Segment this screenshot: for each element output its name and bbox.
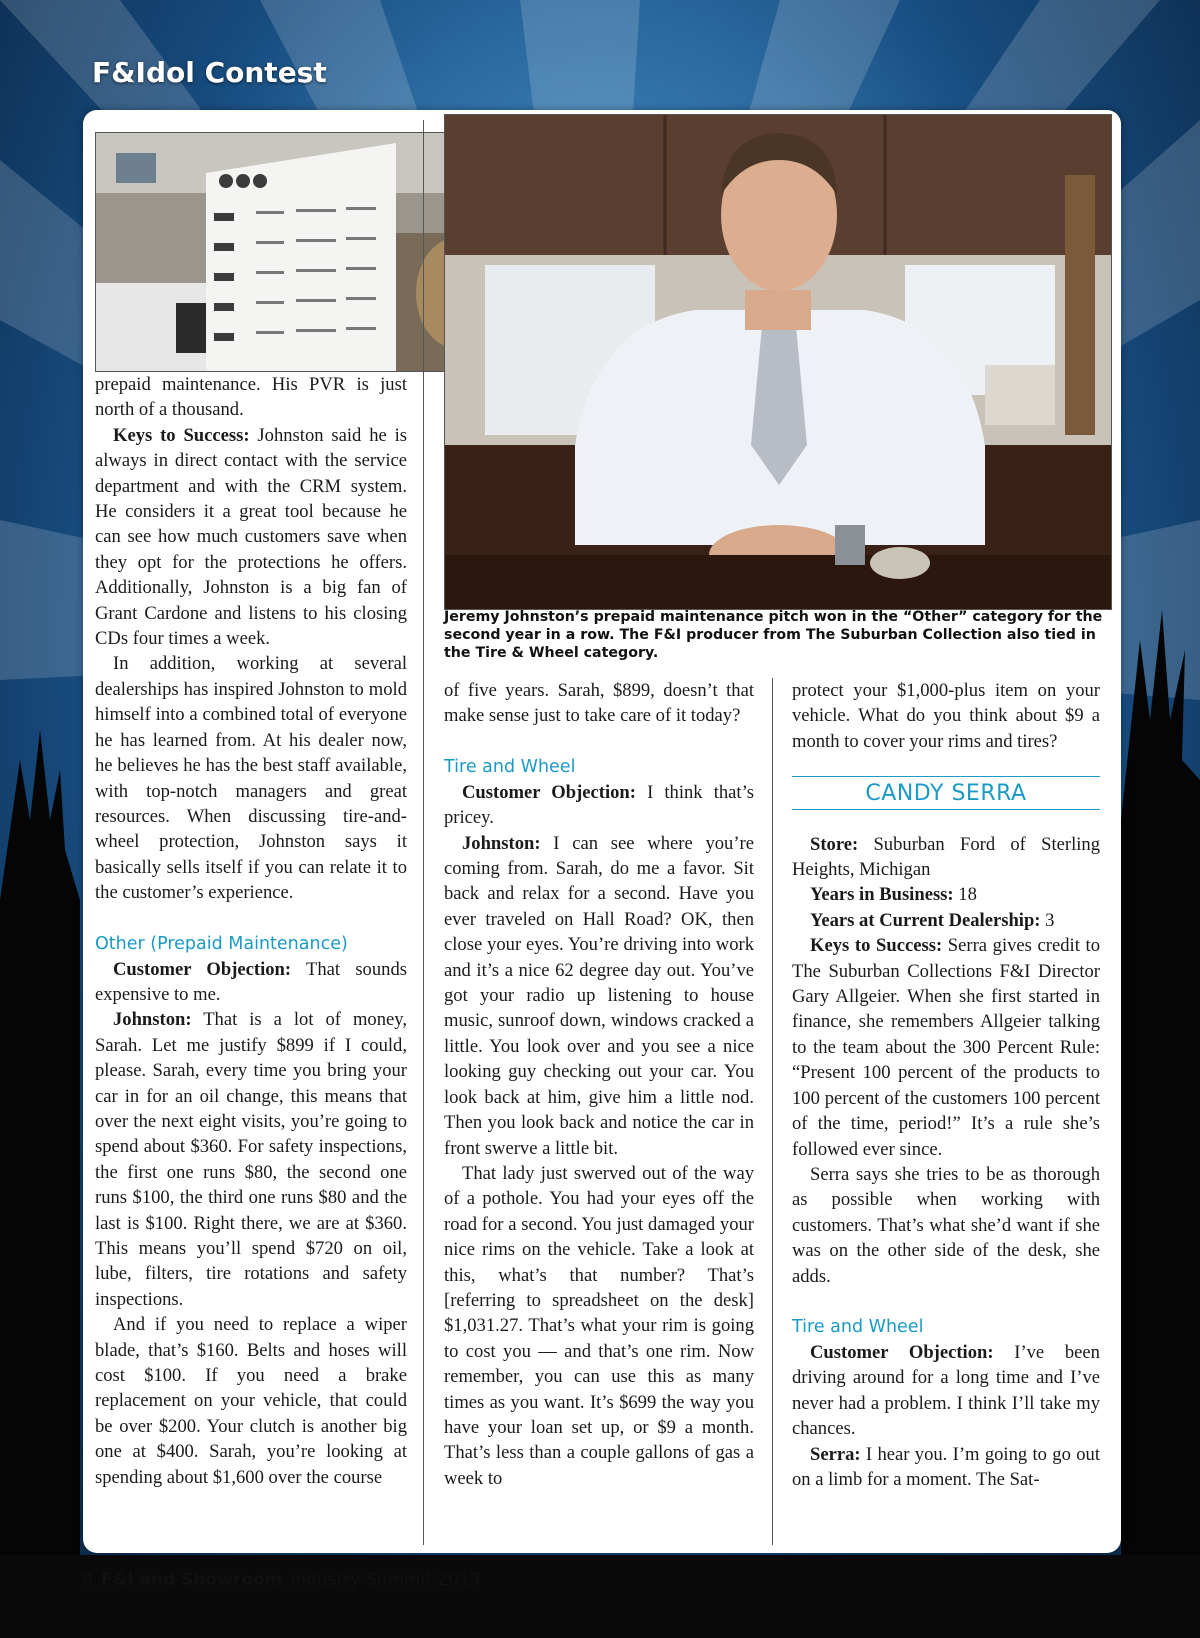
paragraph: In addition, working at several dealerships has inspired Johnston to mold himself into a combined total of everyone he has learned from. At his dealer now, he believes he has the best staff available, with top-notch managers and great resources. When discussing tire-and-wheel protection, Johnston says it basically sells itself if you can relate it to the customer’s experience. (95, 653, 407, 904)
column-divider (772, 678, 773, 1545)
run-in-label: Years in Business: (810, 884, 954, 906)
paragraph: Serra says she tries to be as thorough as possible when working with customers. That’s what she’d want if she was on the other side of the desk, she adds. (792, 1163, 1100, 1287)
run-in-label: Serra: (810, 1443, 861, 1465)
subhead: Tire and Wheel (444, 756, 576, 777)
spreadsheet-image-icon (96, 133, 492, 371)
paragraph-text: I think that’s pricey. (444, 781, 754, 829)
run-in-label: Johnston: (113, 1009, 192, 1031)
run-in-label: Johnston: (462, 832, 541, 854)
subhead: Other (Prepaid Maintenance) (95, 933, 348, 954)
paragraph-text: I can see where you’re coming from. Sarah, do me a favor. Sit back and relax for a second. Have you ever traveled on Hall Road? OK, then close your eyes. You’re driving into work and it’s a nice 62 degree day out. You’ve got your radio up listening to house music, sunroof down, windows cracked a little. You look over and you see a nice looking guy checking out your car. You look back at him, give him a little nod. Then you look back and notice the car in front swerve a little bit. (444, 832, 754, 1159)
article-column-2 (444, 678, 754, 1491)
johnston-portrait-photo (444, 114, 1112, 610)
page-number: 8 (82, 1570, 93, 1590)
paragraph (792, 1442, 1100, 1493)
issue-name: Industry Summit 2013 (290, 1570, 481, 1590)
profile-name-heading: CANDY SERRA (792, 776, 1100, 809)
run-in-label: Keys to Success: (113, 424, 250, 446)
subhead: Tire and Wheel (792, 1316, 924, 1337)
paragraph-text: Serra gives credit to The Suburban Collections F&I Director Gary Allgeier. When she first started in finance, she remembers Allgeier talking to the team about the 300 Percent Rule: “Present 100 percent of the products to 100 percent of the customers 100 percent of the time, period!” It’s a rule she’s followed ever since. (792, 935, 1100, 1160)
paragraph (444, 831, 754, 1161)
page-footer (82, 1570, 480, 1590)
paragraph (95, 957, 407, 1008)
paragraph (792, 832, 1100, 883)
article-column-3 (792, 678, 1100, 1492)
paragraph: of five years. Sarah, $899, doesn’t that make sense just to take care of it today? (444, 680, 754, 727)
paragraph (95, 423, 407, 652)
paragraph-text: I’ve been driving around for a long time and I’ve never had a problem. I think I’ll take my chances. (792, 1341, 1100, 1440)
paragraph (792, 933, 1100, 1162)
run-in-label: Customer Objection: (462, 781, 636, 803)
paragraph-text: I hear you. I’m going to go out on a limb for a moment. The Sat- (792, 1443, 1100, 1490)
portrait-image-icon (445, 115, 1111, 609)
paragraph-text: 18 (953, 884, 977, 906)
spreadsheet-photo (95, 132, 493, 372)
paragraph (95, 1007, 407, 1312)
paragraph-text: That sounds expensive to me. (95, 958, 407, 1005)
run-in-label: Keys to Success: (810, 935, 943, 957)
paragraph: prepaid maintenance. His PVR is just north of a thousand. (95, 374, 407, 421)
run-in-label: Years at Current Dealership: (810, 909, 1041, 931)
column-divider (423, 120, 424, 1545)
paragraph (792, 1340, 1100, 1442)
paragraph (792, 908, 1100, 933)
section-title: F&Idol Contest (92, 56, 327, 89)
paragraph (444, 780, 754, 831)
paragraph: That lady just swerved out of the way of a pothole. You had your eyes off the road for a second. You just damaged your nice rims on the vehicle. Take a look at this, what’s that number? That’s [referring to spreadsheet on the desk] $1,031.27. That’s what your rim is going to cost you — and that’s one rim. Now remember, you can use this as many times as you want. It’s $699 the way you have your loan set up, or $9 a month. That’s less than a couple gallons of gas a week to (444, 1162, 754, 1489)
paragraph-text: That is a lot of money, Sarah. Let me justify $899 if I could, please. Sarah, every time you bring your car in for an oil change, this means that over the next eight visits, you’re going to spend about $360. For safety inspections, the first one runs $80, the second one runs $100, the third one runs $80 and the last is $100. Right there, we are at $360. This means you’ll spend $720 on oil, lube, filters, tire rotations and safety inspections. (95, 1009, 407, 1310)
run-in-label: Store: (810, 833, 859, 855)
paragraph-text: Johnston said he is always in direct contact with the service department and with the CRM system. He considers it a great tool because he can see how much customers save when they opt for the protections he offers. Additionally, Johnston is a big fan of Grant Cardone and listens to his closing CDs four times a week. (95, 424, 408, 650)
paragraph-text: Suburban Ford of Sterling Heights, Michigan (792, 833, 1100, 881)
run-in-label: Customer Objection: (113, 958, 292, 980)
paragraph: protect your $1,000-plus item on your vehicle. What do you think about $9 a month to cover your rims and tires? (792, 680, 1100, 752)
article-column-1 (95, 372, 407, 1490)
run-in-label: Customer Objection: (810, 1341, 994, 1363)
article-panel (83, 110, 1121, 1553)
paragraph-text: 3 (1040, 909, 1055, 931)
magazine-name: F&I and Showroom (100, 1570, 283, 1590)
paragraph (792, 882, 1100, 907)
photo-caption: Jeremy Johnston’s prepaid maintenance pitch won in the “Other” category for the second year in a row. The F&I producer from The Suburban Collection also tied in the Tire & Wheel category. (444, 609, 1103, 661)
paragraph: And if you need to replace a wiper blade, that’s $160. Belts and hoses will cost $100. If you need a brake replacement on your vehicle, that could be over $200. Your clutch is another big one at $400. Sarah, you’re looking at spending about $1,600 over the course (95, 1314, 407, 1488)
